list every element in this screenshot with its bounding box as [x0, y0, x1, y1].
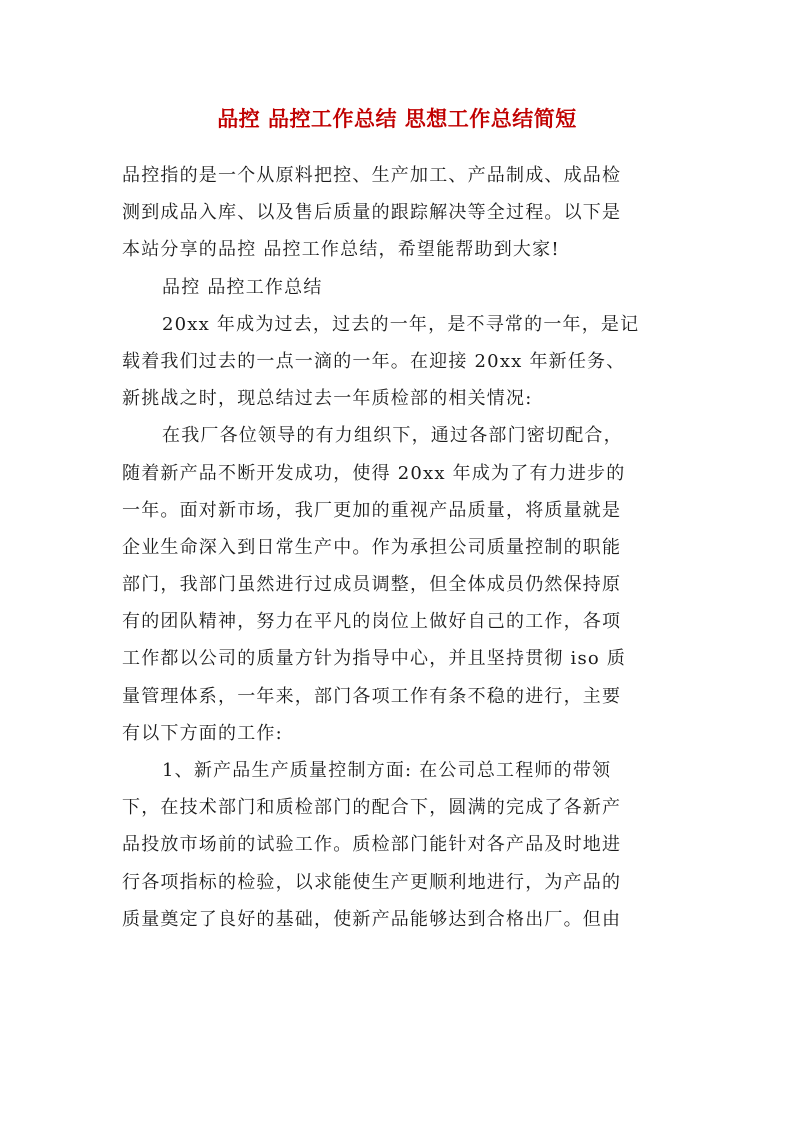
paragraph-line: 有的团队精神，努力在平凡的岗位上做好自己的工作，各项 — [122, 611, 622, 633]
paragraph-line: 下，在技术部门和质检部门的配合下，圆满的完成了各新产 — [122, 797, 622, 819]
paragraph-line: 量管理体系，一年来，部门各项工作有条不稳的进行，主要 — [122, 685, 622, 707]
paragraph-line: 测到成品入库、以及售后质量的跟踪解决等全过程。以下是 — [122, 202, 622, 224]
paragraph-line: 20xx 年成为过去，过去的一年，是不寻常的一年，是记 — [162, 313, 640, 335]
paragraph-line: 行各项指标的检验，以求能使生产更顺利地进行，为产品的 — [122, 871, 622, 893]
paragraph-line: 在我厂各位领导的有力组织下，通过各部门密切配合， — [162, 425, 623, 447]
paragraph-line: 1、新产品生产质量控制方面: 在公司总工程师的带领 — [162, 760, 612, 781]
paragraph-line: 随着新产品不断开发成功，使得 20xx 年成为了有力进步的 — [122, 462, 626, 484]
document-body — [122, 157, 682, 938]
section-heading: 品控 品控工作总结 — [162, 276, 323, 298]
paragraph-line: 质量奠定了良好的基础，使新产品能够达到合格出厂。但由 — [122, 908, 622, 930]
paragraph-line: 品投放市场前的试验工作。质检部门能针对各产品及时地进 — [122, 834, 622, 856]
paragraph-line: 新挑战之时，现总结过去一年质检部的相关情况: — [122, 388, 533, 410]
paragraph-line: 企业生命深入到日常生产中。作为承担公司质量控制的职能 — [122, 536, 622, 558]
paragraph-line: 载着我们过去的一点一滴的一年。在迎接 20xx 年新任务、 — [122, 350, 626, 372]
paragraph-line: 本站分享的品控 品控工作总结，希望能帮助到大家! — [122, 239, 560, 261]
paragraph-line: 一年。面对新市场，我厂更加的重视产品质量，将质量就是 — [122, 499, 622, 521]
document-title: 品控 品控工作总结 思想工作总结简短 — [217, 106, 577, 131]
paragraph-line: 部门，我部门虽然进行过成员调整，但全体成员仍然保持原 — [122, 574, 622, 596]
paragraph-line: 有以下方面的工作: — [122, 722, 283, 744]
paragraph-line: 工作都以公司的质量方针为指导中心，并且坚持贯彻 iso 质 — [122, 648, 627, 670]
paragraph-line: 品控指的是一个从原料把控、生产加工、产品制成、成品检 — [122, 165, 622, 186]
